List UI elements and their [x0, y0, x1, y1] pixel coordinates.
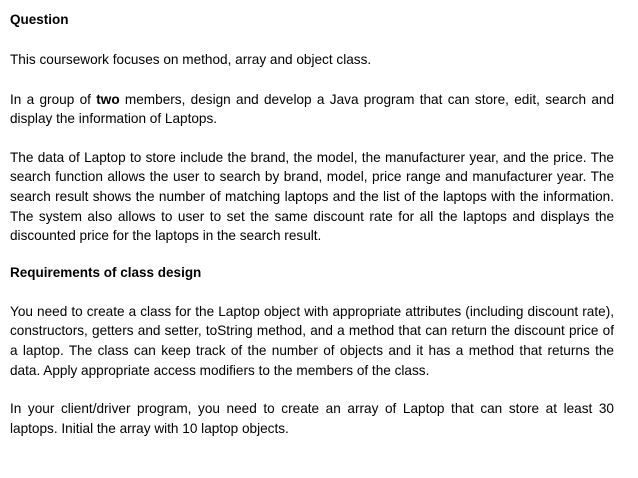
- requirements-heading: Requirements of class design: [10, 264, 202, 280]
- driver-program-paragraph: In your client/driver program, you need to create an array of Laptop that can store at least 30 laptops. Initial the array with 10 laptop objects.: [10, 401, 614, 436]
- task-text-after: members, design and develop a Java program that can store, edit, search and display the information of Laptops.: [10, 91, 614, 127]
- task-paragraph: [10, 90, 614, 129]
- class-design-paragraph: You need to create a class for the Laptop object with appropriate attributes (including discount rate), constructors, getters and setter, toString method, and a method that can return the discount price of a laptop. The class can keep track of the number of objects and it has a method that returns the data. Apply appropriate access modifiers to the members of the class.: [10, 303, 614, 378]
- task-text-before: In a group of: [10, 91, 97, 107]
- task-bold-two: two: [96, 91, 120, 107]
- laptop-data-paragraph: The data of Laptop to store include the brand, the model, the manufacturer year, and the price. The search function allows the user to search by brand, model, price range and manufacturer year. The search result shows the number of matching laptops and the list of the laptops with the information. The system also allows to user to set the same discount rate for all the laptops and displays the discounted price for the laptops in the search result.: [10, 149, 614, 244]
- document-page: [10, 8, 614, 438]
- intro-paragraph: This coursework focuses on method, array and object class.: [10, 52, 372, 67]
- question-heading: Question: [10, 12, 69, 27]
